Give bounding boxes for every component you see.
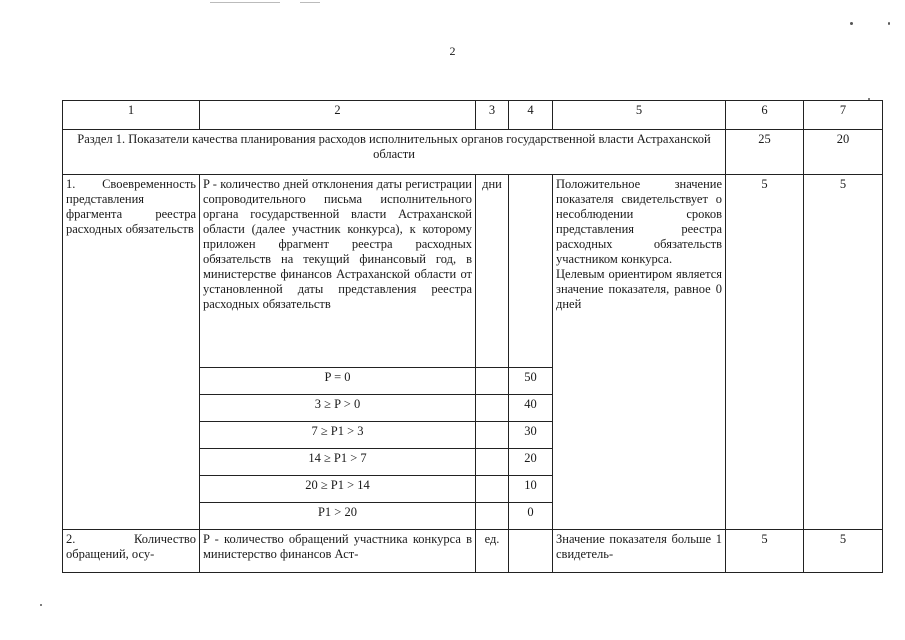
page-number: 2 <box>449 44 456 58</box>
scan-speck <box>850 22 853 25</box>
condition-score: 40 <box>509 395 553 422</box>
indicator-col6: 5 <box>726 530 804 573</box>
indicators-table <box>62 100 883 573</box>
header-cell: 1 <box>63 101 200 130</box>
condition-unit-empty <box>476 422 509 449</box>
indicator-name: 1. Своевременность представления фрагмента реестра расходных обязательств <box>63 175 200 530</box>
condition-unit-empty <box>476 476 509 503</box>
condition-score: 10 <box>509 476 553 503</box>
header-cell: 4 <box>509 101 553 130</box>
indicator-name: 2. Количество обращений, осу- <box>63 530 200 573</box>
indicator-score-empty <box>509 175 553 368</box>
scan-artifact-line <box>300 2 320 3</box>
header-cell: 7 <box>804 101 883 130</box>
indicator-row-2 <box>63 530 883 573</box>
section-row <box>63 130 883 175</box>
condition-text: 7 ≥ P1 > 3 <box>200 422 476 449</box>
scan-artifact-line <box>210 2 280 3</box>
indicator-formula: P - количество обращений участника конкурса в министерство финансов Аст- <box>200 530 476 573</box>
section-title: Раздел 1. Показатели качества планирования расходов исполнительных органов государственной власти Астраханской области <box>63 130 726 175</box>
condition-score: 0 <box>509 503 553 530</box>
condition-text: P = 0 <box>200 368 476 395</box>
indicator-col7: 5 <box>804 175 883 530</box>
condition-text: 3 ≥ P > 0 <box>200 395 476 422</box>
header-cell: 6 <box>726 101 804 130</box>
scan-speck <box>40 604 42 606</box>
condition-unit-empty <box>476 449 509 476</box>
condition-unit-empty <box>476 395 509 422</box>
scan-speck <box>888 22 890 25</box>
header-cell: 2 <box>200 101 476 130</box>
condition-unit-empty <box>476 503 509 530</box>
header-row <box>63 101 883 130</box>
indicator-row-1 <box>63 175 883 368</box>
indicator-formula: P - количество дней отклонения даты регистрации сопроводительного письма исполнительного органа государственной власти Астраханской области (далее участник конкурса), к которому приложен фрагмент реестра расходных обязательств на текущий финансовый год, в министерстве финансов Астраханской области от установленной даты представления реестра расходных обязательств <box>200 175 476 368</box>
condition-score: 30 <box>509 422 553 449</box>
indicator-unit: дни <box>476 175 509 368</box>
section-col6: 25 <box>726 130 804 175</box>
indicator-note: Значение показателя больше 1 свидетель- <box>553 530 726 573</box>
indicator-col6: 5 <box>726 175 804 530</box>
condition-score: 20 <box>509 449 553 476</box>
condition-text: 14 ≥ P1 > 7 <box>200 449 476 476</box>
condition-score: 50 <box>509 368 553 395</box>
condition-text: 20 ≥ P1 > 14 <box>200 476 476 503</box>
indicator-unit: ед. <box>476 530 509 573</box>
indicator-score-empty <box>509 530 553 573</box>
header-cell: 3 <box>476 101 509 130</box>
section-col7: 20 <box>804 130 883 175</box>
header-cell: 5 <box>553 101 726 130</box>
condition-text: P1 > 20 <box>200 503 476 530</box>
indicator-note: Положительное значение показателя свидетельствует о несоблюдении сроков представления реестра расходных обязательств участником конкурса. Целевым ориентиром является значение показателя, равное 0 дней <box>553 175 726 530</box>
condition-unit-empty <box>476 368 509 395</box>
indicator-col7: 5 <box>804 530 883 573</box>
